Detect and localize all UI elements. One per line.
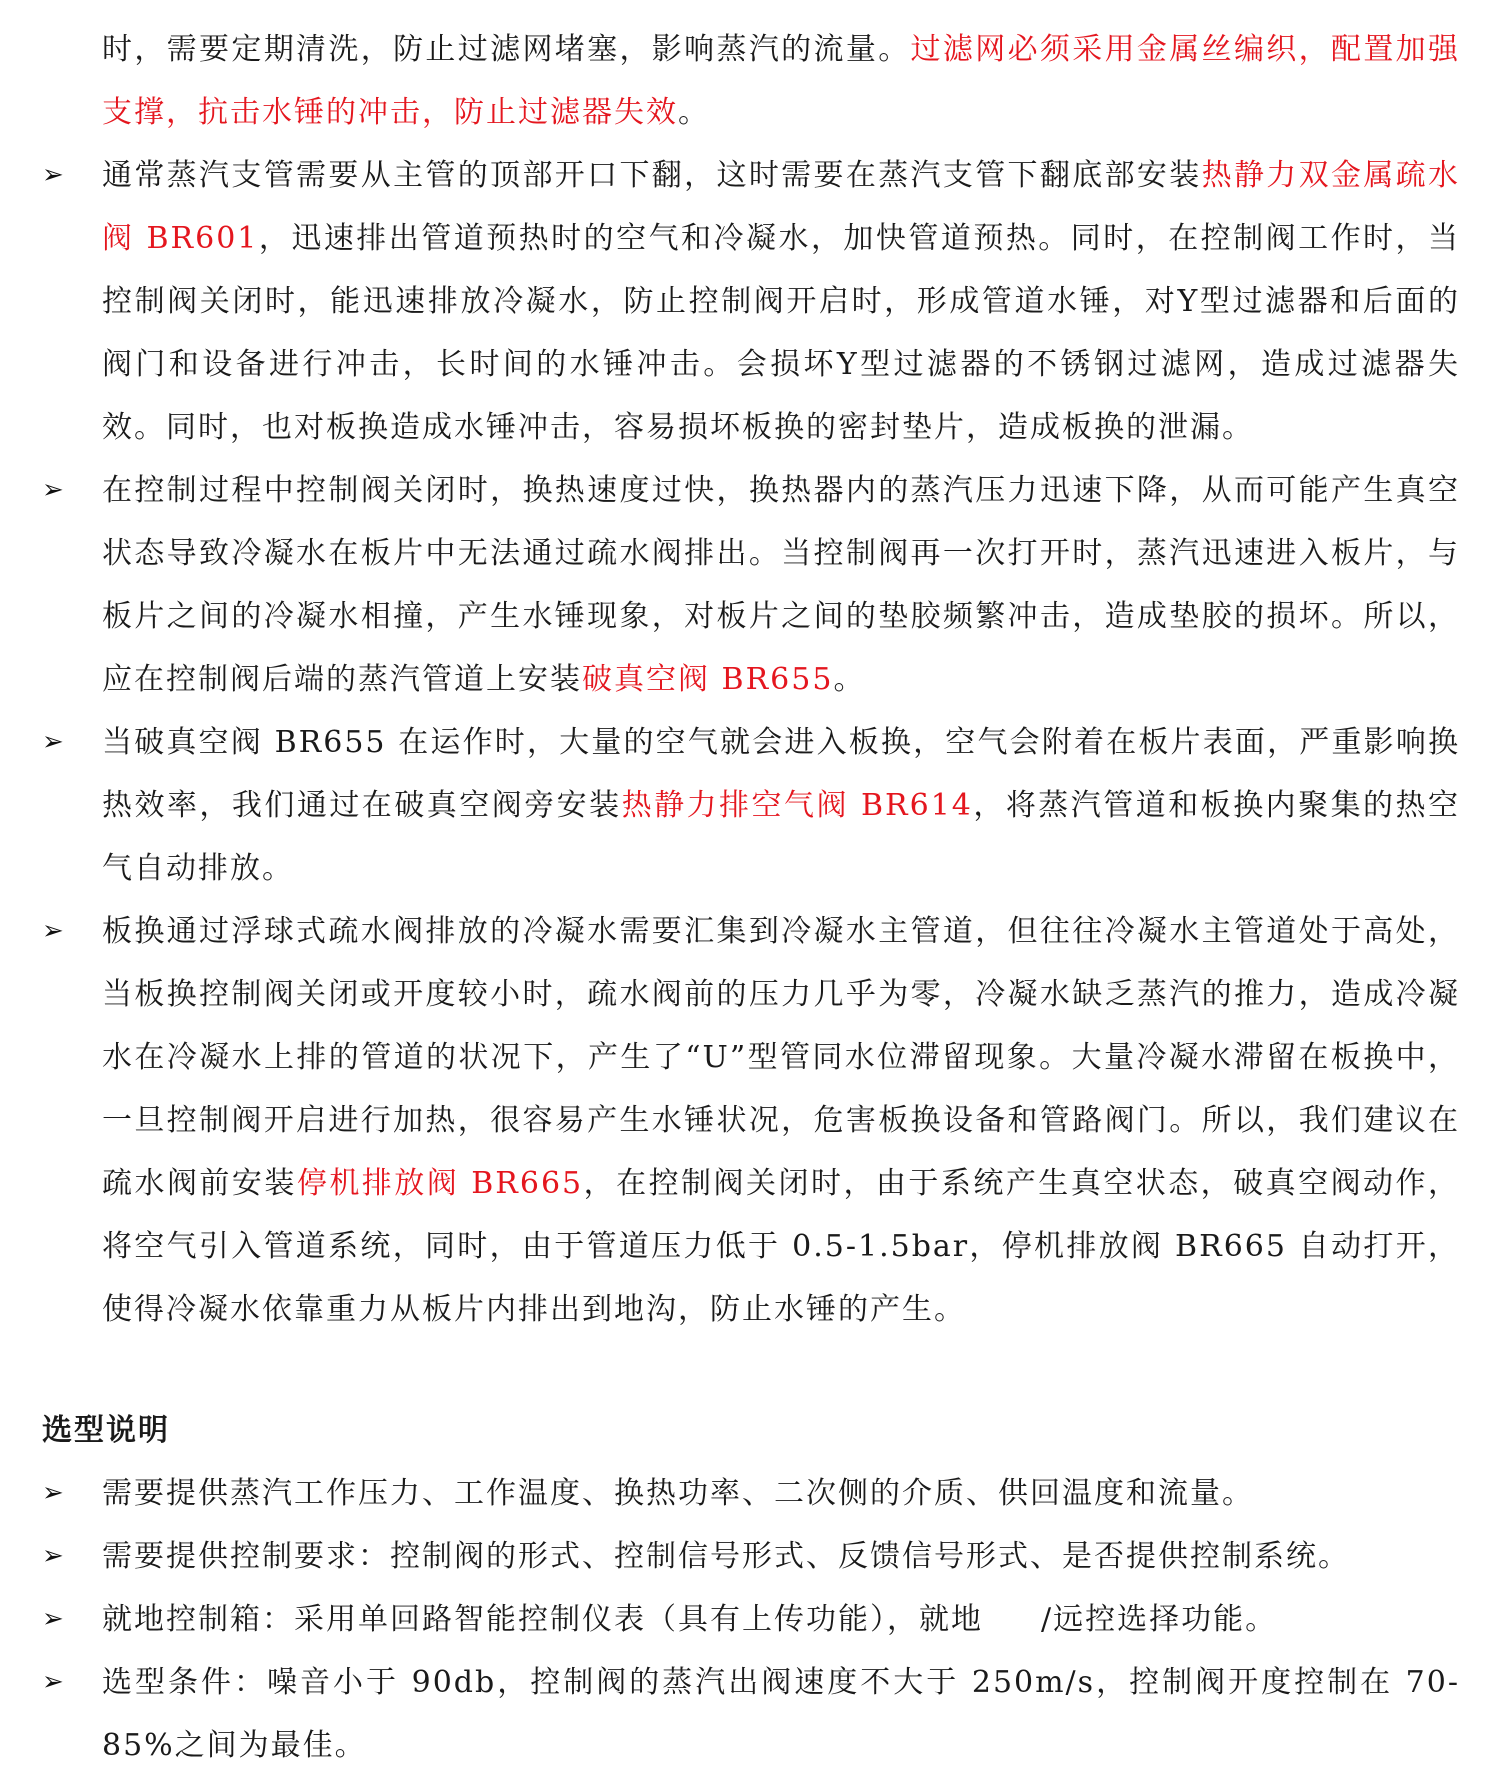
bullet-highlight: 破真空阀 BR655 — [582, 662, 834, 697]
bullet-arrow-icon: ➢ — [42, 916, 66, 946]
selection-item-local-box — [42, 1588, 1460, 1651]
bullet-arrow-icon: ➢ — [42, 475, 66, 505]
bullet-item-3 — [42, 711, 1460, 900]
bullet-arrow-icon: ➢ — [42, 160, 66, 190]
local-box-text-pre: 就地控制箱：采用单回路智能控制仪表（具有上传功能），就地 — [102, 1602, 983, 1637]
selection-item-2 — [42, 1525, 1460, 1588]
bullet-highlight: 热静力双金属疏水阀 BR601 — [102, 158, 1460, 256]
intro-text: 时，需要定期清洗，防止过滤网堵塞，影响蒸汽的流量。 — [102, 32, 911, 67]
bullet-highlight: 热静力排空气阀 BR614 — [621, 788, 973, 823]
selection-item-3 — [42, 1651, 1460, 1777]
intro-paragraph — [42, 18, 1460, 144]
bullet-item-4 — [42, 900, 1460, 1341]
selection-text: 需要提供控制要求：控制阀的形式、控制信号形式、反馈信号形式、是否提供控制系统。 — [102, 1539, 1350, 1574]
bullet-text-pre: 板换通过浮球式疏水阀排放的冷凝水需要汇集到冷凝水主管道，但往往冷凝水主管道处于高处，当板换控制阀关闭或开度较小时，疏水阀前的压力几乎为零，冷凝水缺乏蒸汽的推力，造成冷凝水在冷凝水上排的管道的状况下，产生了“U”型管同水位滞留现象。大量冷凝水滞留在板换中，一旦控制阀开启进行加热，很容易产生水锤状况，危害板换设备和管路阀门。所以，我们建议在疏水阀前安装 — [102, 914, 1460, 1201]
bullet-item-1 — [42, 144, 1460, 459]
bullet-arrow-icon: ➢ — [42, 1667, 66, 1697]
bullet-arrow-icon: ➢ — [42, 1604, 66, 1634]
bullet-arrow-icon: ➢ — [42, 1541, 66, 1571]
bullet-text-post: 。 — [833, 662, 866, 697]
bullet-text-pre: 通常蒸汽支管需要从主管的顶部开口下翻，这时需要在蒸汽支管下翻底部安装 — [102, 158, 1202, 193]
bullet-item-2 — [42, 459, 1460, 711]
bullet-text-post: ，迅速排出管道预热时的空气和冷凝水，加快管道预热。同时，在控制阀工作时，当控制阀关闭时，能迅速排放冷凝水，防止控制阀开启时，形成管道水锤，对Y型过滤器和后面的阀门和设备进行冲击，长时间的水锤冲击。会损坏Y型过滤器的不锈钢过滤网，造成过滤器失效。同时，也对板换造成水锤冲击，容易损坏板换的密封垫片，造成板换的泄漏。 — [102, 221, 1461, 445]
intro-end: 。 — [678, 95, 710, 130]
selection-text: 需要提供蒸汽工作压力、工作温度、换热功率、二次侧的介质、供回温度和流量。 — [102, 1476, 1254, 1511]
bullet-arrow-icon: ➢ — [42, 727, 66, 757]
selection-text: 选型条件：噪音小于 90db，控制阀的蒸汽出阀速度不大于 250m/s，控制阀开度控制在 70-85%之间为最佳。 — [102, 1665, 1460, 1763]
intro-highlight: 过滤网必须采用金属丝编织，配置加强支撑，抗击水锤的冲击，防止过滤器失效 — [102, 32, 1461, 130]
bullet-text-pre: 在控制过程中控制阀关闭时，换热速度过快，换热器内的蒸汽压力迅速下降，从而可能产生真空状态导致冷凝水在板片中无法通过疏水阀排出。当控制阀再一次打开时，蒸汽迅速进入板片，与板片之间的冷凝水相撞，产生水锤现象，对板片之间的垫胶频繁冲击，造成垫胶的损坏。所以，应在控制阀后端的蒸汽管道上安装 — [102, 473, 1460, 697]
bullet-text-post: ，将蒸汽管道和板换内聚集的热空气自动排放。 — [102, 788, 1461, 886]
bullet-arrow-icon: ➢ — [42, 1478, 66, 1508]
local-box-text-post: /远控选择功能。 — [1041, 1602, 1278, 1637]
section-title: 选型说明 — [42, 1413, 170, 1448]
bullet-text-post: ，在控制阀关闭时，由于系统产生真空状态，破真空阀动作，将空气引入管道系统，同时，由于管道压力低于 0.5-1.5bar，停机排放阀 BR665 自动打开，使得冷凝水依靠重力从板片内排出到地沟，防止水锤的产生。 — [102, 1166, 1461, 1327]
selection-item-1 — [42, 1462, 1460, 1525]
bullet-highlight: 停机排放阀 BR665 — [296, 1166, 584, 1201]
bullet-text-pre: 当破真空阀 BR655 在运作时，大量的空气就会进入板换，空气会附着在板片表面，严重影响换热效率，我们通过在破真空阀旁安装 — [102, 725, 1460, 823]
